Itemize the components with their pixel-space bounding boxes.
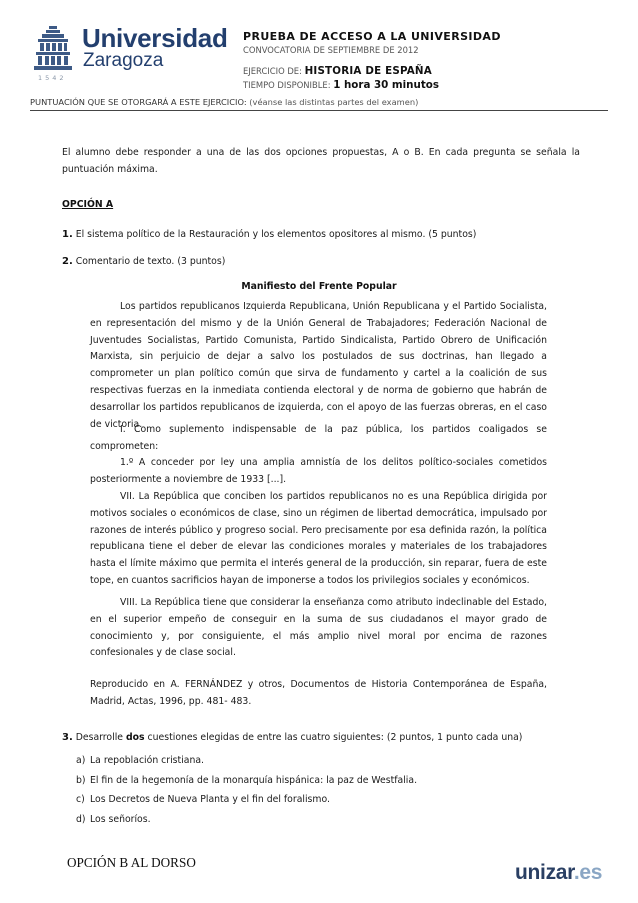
question-2 <box>62 254 225 271</box>
unizar-logo-main: unizar <box>515 861 574 884</box>
question-1 <box>62 227 476 244</box>
option-letter: b) <box>76 774 86 786</box>
manifesto-paragraph: VIII. La República tiene que considerar la enseñanza como atributo indeclinable del Estado, en el superior empeño de conseguir en la suma de sus ciudadanos el mayor grado de conocimiento y, por consiguiente, el más amplio nivel moral por encima de razones confesionales y de clase social. <box>90 597 547 659</box>
option-letter: d) <box>76 813 86 825</box>
question-3 <box>62 730 522 747</box>
time-label: TIEMPO DISPONIBLE: <box>243 80 331 90</box>
option-text: La repoblación cristiana. <box>90 755 205 766</box>
list-item <box>76 790 417 810</box>
university-logo <box>34 22 234 84</box>
question-number: 3. <box>62 732 73 743</box>
list-item <box>76 810 417 830</box>
unizar-logo-tld: .es <box>573 861 603 884</box>
option-b-note: OPCIÓN B AL DORSO <box>67 855 196 870</box>
subject-label: EJERCICIO DE: <box>243 66 302 76</box>
option-letter: a) <box>76 755 86 766</box>
question-number: 2. <box>62 256 73 267</box>
question-text: El sistema político de la Restauración y los elementos opositores al mismo. (5 puntos) <box>75 229 477 240</box>
option-letter: c) <box>76 794 85 806</box>
manifesto-source: Reproducido en A. FERNÁNDEZ y otros, Documentos de Historia Contemporánea de España, Madrid, Actas, 1996, pp. 481- 483. <box>90 679 547 707</box>
option-text: Los señoríos. <box>90 813 151 825</box>
manifesto-title: Manifiesto del Frente Popular <box>241 281 397 292</box>
option-text: Los Decretos de Nueva Planta y el fin del foralismo. <box>90 794 330 806</box>
logo-word-zaragoza: Zaragoza <box>83 50 164 71</box>
logo-word-universidad: Universidad <box>82 23 228 53</box>
question-number: 1. <box>62 229 73 240</box>
manifesto-paragraph: VII. La República que conciben los partidos republicanos no es una República dirigida por motivos sociales o económicos de clase, sino un régimen de libertad democrática, impulsado por razones de interés público y progreso social. Pero precisamente por esa definida razón, la política republicana tiene el deber de elevar las condiciones morales y materiales de los trabajadores hasta el límite máximo que permita el interés general de la producción, sin reparar, fuera de este tope, en cuantos sacrificios hayan de imponerse a todos los privilegios sociales y económicos. <box>90 491 547 586</box>
question-3-options <box>76 751 417 829</box>
subject-value: HISTORIA DE ESPAÑA <box>304 65 432 77</box>
scoring-note <box>30 97 418 107</box>
university-tower-icon <box>34 26 72 72</box>
option-a-heading: OPCIÓN A <box>62 199 114 210</box>
manifesto-paragraph: 1.º A conceder por ley una amplia amnistía de los delitos político-sociales cometidos posteriormente a noviembre de 1933 [...]. <box>90 457 547 485</box>
question-text-emphasis: dos <box>125 732 145 743</box>
unizar-logo <box>515 861 602 885</box>
manifesto-paragraph: Los partidos republicanos Izquierda Republicana, Unión Republicana y el Partido Socialista, en representación del mismo y de la Unión General de Trabajadores; Federación Nacional de Juventudes Socialistas, Partido Comunista, Partido Sindicalista, Partido Obrero de Unificación Marxista, sin perjuicio de dejar a salvo los postulados de sus doctrinas, han llegado a comprometer un plan político común que sirva de fundamento y cartel a la coalición de sus respectivas fuerzas en la inmediata contienda electoral y de norma de gobierno que habrán de desarrollar los partidos republicanos de izquierda, con el apoyo de las fuerzas obreras, en el caso de victoria. <box>90 301 547 430</box>
list-item <box>76 771 417 791</box>
exam-convocatoria: CONVOCATORIA DE SEPTIEMBRE DE 2012 <box>243 45 419 55</box>
logo-year: 1542 <box>38 74 67 82</box>
question-text-end: cuestiones elegidas de entre las cuatro siguientes: (2 puntos, 1 punto cada una) <box>147 732 523 743</box>
instructions: El alumno debe responder a una de las dos opciones propuestas, A o B. En cada pregunta se señala la puntuación máxima. <box>62 147 580 175</box>
question-text-start: Desarrolle <box>75 732 124 743</box>
scoring-label: PUNTUACIÓN QUE SE OTORGARÁ A ESTE EJERCICIO: <box>30 97 247 107</box>
manifesto-paragraph: I. Como suplemento indispensable de la paz pública, los partidos coaligados se comprometen: <box>90 424 547 452</box>
question-text: Comentario de texto. (3 puntos) <box>75 256 226 267</box>
header-divider <box>30 110 608 111</box>
exam-subject <box>243 65 432 77</box>
exam-time <box>243 79 439 91</box>
time-value: 1 hora 30 minutos <box>333 79 439 91</box>
option-text: El fin de la hegemonía de la monarquía hispánica: la paz de Westfalia. <box>90 774 418 786</box>
list-item <box>76 751 417 771</box>
exam-title: PRUEBA DE ACCESO A LA UNIVERSIDAD <box>243 30 501 43</box>
scoring-detail: (véanse las distintas partes del examen) <box>249 97 419 107</box>
